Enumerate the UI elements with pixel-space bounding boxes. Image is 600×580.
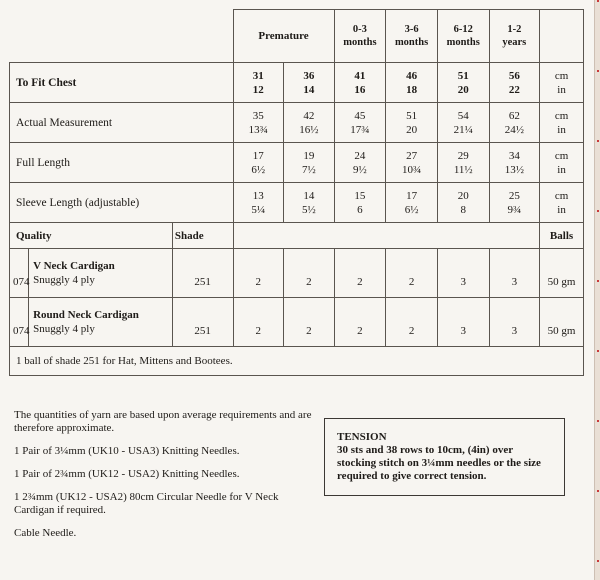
value-in: 8 [460,203,466,216]
value-cm: 56 [508,69,520,82]
measurement-value [233,63,284,103]
value-in: 13¾ [248,123,268,136]
measurement-row [10,103,584,143]
yarn-name: Snuggly 4 ply [33,323,95,335]
balls-count: 2 [233,298,284,347]
design-name: Round Neck Cardigan [33,309,139,321]
measurement-value [489,63,540,103]
balls-count: 3 [437,249,489,298]
value-cm: 31 [252,69,264,82]
measurement-value [386,143,438,183]
yarn-name: Snuggly 4 ply [33,274,95,286]
yarn-header-blank [233,223,540,249]
shade-header: Shade [172,223,233,249]
value-in: 10¾ [401,163,422,176]
note-quantities: The quantities of yarn are based upon average requirements and are therefore approximate. [14,409,312,434]
value-cm: 46 [406,69,418,82]
measurement-value [489,143,540,183]
measurement-label: Full Length [10,143,234,183]
measurement-row [10,143,584,183]
period-line: 3-6 [404,24,419,35]
header-premature: Premature [233,10,334,63]
value-cm: 62 [508,109,520,122]
value-cm: 35 [252,109,264,122]
measurement-value [437,63,489,103]
header-1-2 [489,10,540,63]
value-cm: 45 [354,109,366,122]
measurement-value [489,103,540,143]
quality-code: 074 [10,249,29,298]
design-name: V Neck Cardigan [33,260,115,272]
value-in: 21¼ [453,123,473,136]
ball-weight: 50 gm [540,249,584,298]
value-in: 17¾ [350,123,370,136]
value-cm: 17 [406,189,418,202]
value-in: 6½ [251,163,266,176]
value-in: 6½ [404,203,419,216]
note-circular-needle: 1 2¾mm (UK12 - USA2) 80cm Circular Needle for V Neck Cardigan if required. [14,491,279,516]
ball-weight: 50 gm [540,298,584,347]
value-cm: 34 [508,149,520,162]
unit-in: in [557,83,566,96]
unit-cm: cm [554,69,569,82]
header-row [10,10,584,63]
measurement-value [437,143,489,183]
measurement-value [284,103,335,143]
shade-value: 251 [172,249,233,298]
header-6-12 [437,10,489,63]
materials-notes [14,409,314,550]
unit-in: in [557,163,566,176]
value-cm: 27 [406,149,418,162]
value-in: 12 [252,83,264,96]
measurement-units [540,63,584,103]
value-in: 20 [406,123,418,136]
value-in: 16½ [299,123,319,136]
quality-code: 074 [10,298,29,347]
unit-cm: cm [554,149,569,162]
tension-box [324,418,565,496]
value-cm: 29 [457,149,469,162]
balls-count: 3 [489,298,540,347]
measurement-value [284,183,335,223]
measurement-value [437,183,489,223]
period-line: months [343,37,377,48]
balls-count: 2 [284,298,335,347]
measurement-value [386,63,438,103]
extra-note: 1 ball of shade 251 for Hat, Mittens and Bootees. [10,347,584,376]
value-cm: 20 [457,189,469,202]
balls-count: 2 [284,249,335,298]
note-needles-3-25: 1 Pair of 3¼mm (UK10 - USA3) Knitting Needles. [14,445,240,457]
design-cell [29,298,173,347]
balls-count: 2 [386,298,438,347]
measurement-value [284,63,335,103]
measurement-value [334,63,386,103]
value-in: 13½ [504,163,524,176]
value-in: 16 [354,83,366,96]
measurement-row [10,63,584,103]
value-in: 7½ [301,163,316,176]
period-line: years [502,37,527,48]
value-cm: 42 [303,109,315,122]
value-in: 9½ [353,163,367,176]
value-cm: 54 [457,109,469,122]
measurement-value [386,103,438,143]
balls-count: 3 [437,298,489,347]
value-cm: 15 [354,189,366,202]
measurement-label: Actual Measurement [10,103,234,143]
unit-cm: cm [554,109,569,122]
value-cm: 19 [303,149,315,162]
measurement-label: To Fit Chest [10,63,234,103]
note-needles-2-75: 1 Pair of 2¾mm (UK12 - USA2) Knitting Needles. [14,468,240,480]
value-cm: 51 [406,109,418,122]
extra-note-row [10,347,584,376]
value-cm: 14 [303,189,315,202]
measurement-value [386,183,438,223]
balls-count: 2 [386,249,438,298]
measurement-value [233,143,284,183]
header-blank [10,10,234,63]
unit-in: in [557,123,566,136]
header-0-3 [334,10,386,63]
value-cm: 41 [354,69,366,82]
period-line: 1-2 [507,24,522,35]
value-in: 22 [508,83,520,96]
value-in: 20 [457,83,469,96]
header-3-6 [386,10,438,63]
value-cm: 24 [354,149,366,162]
value-cm: 13 [252,189,264,202]
edge-marks [597,0,599,580]
value-in: 11½ [453,163,473,176]
value-in: 5½ [301,203,316,216]
measurement-value [284,143,335,183]
measurement-value [437,103,489,143]
balls-count: 2 [334,249,386,298]
tension-body: 30 sts and 38 rows to 10cm, (4in) over stocking stitch on 3¼mm needles or the size required to give correct tension. [337,444,541,482]
period-line: months [394,37,429,48]
yarn-row [10,249,584,298]
unit-in: in [557,203,566,216]
value-in: 14 [303,83,315,96]
value-in: 5¼ [251,203,266,216]
size-yarn-table [9,9,584,376]
measurement-units [540,143,584,183]
measurement-value [334,143,386,183]
value-in: 6 [357,203,363,216]
balls-count: 2 [233,249,284,298]
measurement-value [233,103,284,143]
design-cell [29,249,173,298]
value-cm: 51 [457,69,469,82]
note-cable-needle: Cable Needle. [14,527,77,539]
balls-header: Balls [540,223,584,249]
value-in: 24½ [504,123,524,136]
measurement-value [489,183,540,223]
tension-title: TENSION [337,431,387,443]
measurement-units [540,183,584,223]
value-cm: 36 [303,69,315,82]
measurement-value [334,183,386,223]
period-line: 6-12 [453,24,473,35]
yarn-header-row [10,223,584,249]
yarn-row [10,298,584,347]
measurement-value [334,103,386,143]
value-in: 9¾ [507,203,522,216]
value-cm: 25 [508,189,520,202]
measurement-row [10,183,584,223]
period-line: months [446,37,480,48]
value-in: 18 [406,83,418,96]
balls-count: 2 [334,298,386,347]
period-line: 0-3 [352,24,367,35]
value-cm: 17 [252,149,264,162]
page-edge-strip [594,0,600,580]
measurement-units [540,103,584,143]
measurement-value [233,183,284,223]
shade-value: 251 [172,298,233,347]
unit-cm: cm [554,189,569,202]
measurement-label: Sleeve Length (adjustable) [10,183,234,223]
quality-header: Quality [10,223,173,249]
header-unit-blank [540,10,584,63]
balls-count: 3 [489,249,540,298]
